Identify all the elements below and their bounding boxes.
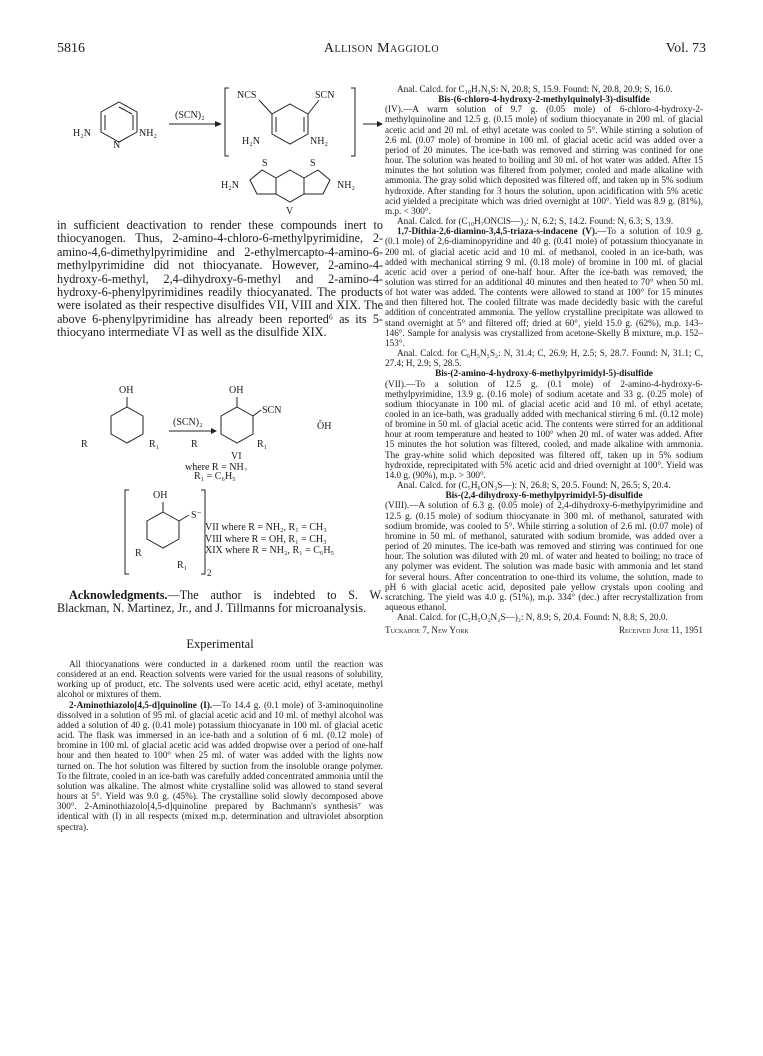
prep-compound-iv: (IV).—A warm solution of 9.7 g. (0.05 mole) of 6-chloro-4-hydroxy-2-methylquinoline and 12.5 g. (0.15 mole) of sodium thiocyanate in 200 ml. of glacial acetic acid and 20 ml. of ethyl acetate was cooled to 5°. While stirring a solution of 2.6 ml. (0.07 mole) of bromine in 100 ml. of glacial acetic acid was added over a period of 20 minutes. The ice-bath was removed and stirring was contined for one hour. The solution was heated to boiling and 30 ml. of hot water was added. After 15 minutes the hot solution was filtered from polymer, cooled and made alkaline with ammonia. The gray solid which deposited was filtered off, and taken up in 5% sodium hydroxide. After standing for 3 hours the solution, upon acidification with 5% acetic acid yielded a precipitate which was dried overnight at 100°. Yield was 8.9 g. (81%), m.p. < 300°. [385, 104, 703, 216]
scheme-2-thiocyanation [57, 383, 383, 471]
intermediate-nh2: NH₂ [310, 136, 328, 147]
right-column [385, 84, 703, 635]
compound-list [205, 522, 334, 557]
r1-label-3: R₁ [177, 560, 188, 571]
reactant-nh2: NH₂ [139, 128, 157, 139]
title-compound-v: 1,7-Dithia-2,6-diamino-3,4,5-triaza-s-indacene (V). [397, 226, 598, 237]
anal-compound-iv: Anal. Calcd. for (C₁₀H₇ONClS—)₂: N, 6.2; S, 14.2. Found: N, 6.3; S, 13.9. [397, 216, 674, 227]
intermediate-ncs: NCS [237, 90, 257, 101]
prep-compound-vii: (VII).—To a solution of 12.5 g. (0.1 mole) of 2-amino-4-hydroxy-6-methylpyrimidine, 13.9 g. (0.16 mole) of sodium acetate and 33 g. (0.25 mole) of sodium thiocyanate in 100 ml. of glacial acetic acid and 10 ml. of ethyl acetate, cooled in an ice-bath, was gradually added with mechanical stirring 6 ml. (0.12 mole) of bromine in 50 ml. of glacial acetic acid. The contents were stirred for an additional hour at room temperature and heated to 100° when 20 ml. of water was added. After 15 minutes the hot solution was filtered, cooled, and made alkaline with ammonia. The gray-white solid which deposited was filtered off, taken up in 5% sodium hydroxide, reprecipitated with 5% acetic acid and dried overnight at 100°. Yield was 14.0 g. (90%), m.p. > 300°. [385, 378, 703, 480]
title-compound-iv: Bis-(6-chloro-4-hydroxy-2-methylquinolyl-3)-disulfide [438, 94, 650, 105]
experimental-para-2 [57, 700, 383, 832]
prep-compound-v [385, 226, 703, 348]
footer-line [385, 625, 703, 635]
compound-label-vi: VI [231, 451, 242, 462]
where-r-line: where R = NH₂ [185, 462, 248, 471]
where-r1-line: R₁ = C₆H₅ [194, 471, 236, 482]
subscript-2: 2 [207, 568, 212, 578]
oh-label-3: OH [153, 490, 168, 501]
pyridine-ring-reactant [101, 102, 137, 142]
title-compound-vii: Bis-(2-amino-4-hydroxy-6-methylpyrimidyl-5)-disulfide [435, 368, 653, 379]
oh-label-1: OH [119, 385, 134, 396]
compound-viii-line: VIII where R = OH, R₁ = CH₃ [205, 533, 327, 545]
r1-label-1: R₁ [149, 439, 160, 450]
acknowledgments-label: Acknowledgments. [69, 588, 168, 602]
acknowledgments-text: —The author is indebted to S. W. Blackman, N. Martinez, Jr., and J. Tillmanns for microanalysis. [57, 588, 383, 616]
footer-received: Received June 11, 1951 [618, 625, 703, 636]
r1-label-2: R₁ [257, 439, 268, 450]
prep-compound-viii: (VIII).—A solution of 6.3 g. (0.05 mole) of 2,4-dihydroxy-6-methylpyrimidine and 12.5 g. (0.15 mole) of sodium thiocyanate in 300 ml. of methanol, saturated with sodium bromide, was cooled to 5°. While stirring a solution of 2.6 ml. (0.07 mole) of bromine in 50 ml. of methanol, saturated with sodium bromide, was added over a period of 20 minutes. The ice-bath was removed and stirring was continued for one hour. The solution was diluted with 20 ml. of water and heated to boiling; no trace of any polymer was evident. The solution was made basic with ammonia and let stand for several hours. After concentration to one-third its volume, the solution, made to pH 6 with glacial acetic acid, deposited pale yellow crystals upon cooling and scratching. The yield was 4.0 g. (51%), m.p. 334° (dec.) after recrystallization from aqueous ethanol. [385, 500, 703, 612]
page-number: 5816 [57, 41, 85, 56]
product-s-right: S [310, 158, 316, 169]
scheme-1-diaminopyridine [57, 82, 383, 217]
scn-label: SCN [262, 405, 282, 416]
s-label: S⁻ [191, 510, 202, 521]
r-label-2: R [191, 439, 198, 450]
oh-label-2: OH [229, 385, 244, 396]
footer-location: Tuckahoe 7, New York [385, 625, 469, 636]
compound-i-title: 2-Aminothiazolo[4,5-d]quinoline (I). [69, 699, 213, 710]
product-nh2: NH₂ [337, 180, 355, 191]
compound-label-v: V [286, 206, 294, 217]
r-label-3: R [135, 548, 142, 559]
experimental-para-1: All thiocyanations were conducted in a darkened room until the reaction was considered at an end. Reaction solvents were varied for the usual reasons of solubility, working up of product, etc. The solvents used were acetic acid, ethyl acetate, methyl alcohol or mixtures of them. [57, 659, 383, 700]
r-label-1: R [81, 439, 88, 450]
pyrimidine-ring-2 [221, 397, 261, 443]
anal-compound-v: Anal. Calcd. for C₆H₅N₅S₂: N, 31.4; C, 26.9; H, 2.5; S, 28.7. Found: N, 31.1; C, 27.4; H, 2.9; S, 28.5. [385, 348, 703, 369]
volume-label: Vol. 73 [665, 41, 706, 56]
compound-vii-line: VII where R = NH₂, R₁ = CH₃ [205, 522, 327, 533]
running-author: Allison Maggiolo [323, 41, 440, 56]
anal-compound-i: Anal. Calcd. for C₁₀H₇N₃S: N, 20.8; S, 15.9. Found: N, 20.8, 20.9; S, 16.0. [397, 84, 673, 94]
reagent-label-2: (SCN)₂ [173, 417, 203, 428]
disulfide-bracket [125, 490, 205, 574]
tricyclic-product-v [250, 170, 330, 202]
intermediate-h2n: H₂N [242, 136, 260, 147]
reagent-label-1: (SCN)₂ [175, 110, 205, 121]
acknowledgments [57, 589, 383, 616]
product-h2n: H₂N [221, 180, 239, 191]
experimental-body [57, 659, 383, 832]
anal-compound-vii: Anal. Calcd. for (C₅H₆ON₃S—): N, 26.8; S, 20.5. Found: N, 26.5; S, 20.4. [397, 480, 671, 491]
hydroxide-label: ŌH [317, 421, 332, 432]
reactant-ring-n: N [113, 140, 121, 151]
text-compound-v: —To a solution of 10.9 g. (0.1 mole) of 2,6-diaminopyridine and 40 g. (0.41 mole) of potassium thiocyanate in 200 ml. of glacial acetic acid and 10 ml. of methanol, cooled in an ice-bath, was added with mechanical stirring 9 ml. (0.18 mole) of bromine in 100 ml. of glacial acetic acid over a period of one-half hour. After the ice-bath was removed, the solution was stirred for an additional 40 minutes and then heated to 70° when 50 ml. of hot water was added. The contents were allowed to stand at 100° for 15 minutes and then filtered hot. The cooled filtrate was made decidedly basic with the careful addition of concentrated ammonia. The yellow crystalline precipitate was allowed to stand overnight at 5° and filtered off; dried at 60°, yield 15.0 g. (62%), m.p. 143–146°. Sample for analysis was crystallized from acetone-Skelly B mixture, m.p. 152–153°. [385, 226, 703, 348]
compound-i-text: —To 14.4 g. (0.1 mole) of 3-aminoquinoline dissolved in a solution of 95 ml. of glacial acetic acid and 10 ml. of methyl alcohol was added a solution of 40 g. (0.41 mole) potassium thiocyanate in 100 ml. of glacial acetic acid. The flask was immersed in an ice-bath and a solution of 6 ml. (0.12 mole) of bromine in 100 ml. of glacial acetic acid was added dropwise over a period of one-half hour and then heated to 100° when 25 ml. of water was added with the lights now turned on. The hot solution was filtered by suction from the insoluble orange polymer. To the filtrate, cooled in an ice-bath was carefully added concentrated ammonia until the solution was alkaline. The almost white crystalline solid was allowed to stand several hours at 5°. Yield was 9.0 g. (45%). The crystalline solid slowly decomposed above 300°. 2-Aminothiazolo[4,5-d]quinoline prepared by Bachmann's synthesis⁷ was identical with (I) in all respects (mixed m.p. determination and ultraviolet absorption spectra). [57, 699, 383, 832]
compound-xix-line: XIX where R = NH₂, R₁ = C₆H₅ [205, 545, 335, 556]
product-s-left: S [262, 158, 268, 169]
title-compound-viii: Bis-(2,4-dihydroxy-6-methylpyrimidyl-5)-disulfide [445, 490, 643, 501]
reactant-h2n: H₂N [73, 128, 91, 139]
intermediate-scn: SCN [315, 90, 335, 101]
experimental-heading: Experimental [186, 637, 254, 651]
intro-paragraph: in sufficient deactivation to render these compounds inert to thiocyanogen. Thus, 2-amino-4-chloro-6-methylpyrimidine, 2-amino-4,6-dimethylpyrimidine and 2-ethylmercapto-4-amino-6-methylpyrimidine did not thiocyanate. However, 2-amino-4-hydroxy-6-methyl, 2,4-dihydroxy-6-methyl and 2-amino-4-hydroxy-6-phenylpyrimidines readily thiocyanated. The products were isolated as their respective disulfides VII, VIII and XIX. The above 6-phenylpyrimidine has already been reported⁶ as its 5-thiocyano intermediate VI as well as the disulfide XIX. [57, 218, 383, 340]
pyrimidine-ring-1 [111, 397, 143, 443]
anal-compound-viii: Anal. Calcd. for (C₅H₅O₂N₂S—)₂: N, 8.9; S, 20.4. Found: N, 8.8; S, 20.0. [397, 612, 668, 623]
